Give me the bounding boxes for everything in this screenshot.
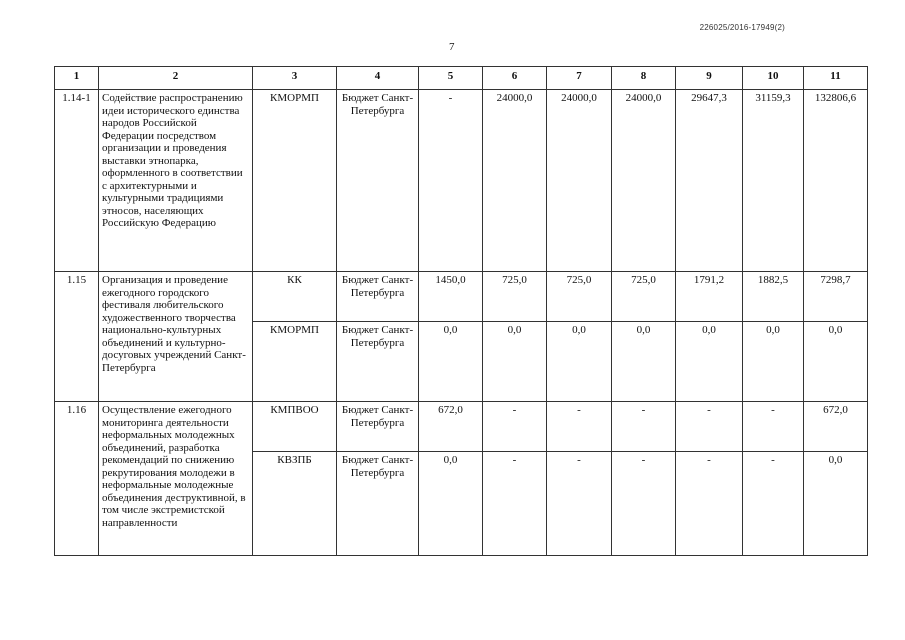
header-row (55, 67, 868, 90)
header-cell: 11 (804, 67, 868, 90)
table-row (55, 402, 868, 452)
value-cell: - (483, 452, 547, 556)
header-cell: 8 (612, 67, 676, 90)
value-cell: 672,0 (419, 402, 483, 452)
value-cell: 1882,5 (743, 272, 804, 322)
value-cell: - (612, 402, 676, 452)
value-cell: - (743, 452, 804, 556)
value-cell: 7298,7 (804, 272, 868, 322)
measure-title: Содействие распространению идеи исторического единства народов Российской Федерации посредством организации и проведения выставки этнопарка, оформленного в соответствии с архитектурными и культурными традициями этносов, населяющих Российскую Федерацию (99, 90, 253, 272)
value-cell: - (483, 402, 547, 452)
value-cell: 0,0 (419, 452, 483, 556)
value-cell: 672,0 (804, 402, 868, 452)
value-cell: 0,0 (743, 322, 804, 402)
header-cell: 2 (99, 67, 253, 90)
value-cell: - (612, 452, 676, 556)
value-cell: - (743, 402, 804, 452)
value-cell: 24000,0 (547, 90, 612, 272)
value-cell: 0,0 (547, 322, 612, 402)
value-cell: - (676, 402, 743, 452)
value-cell: 0,0 (804, 322, 868, 402)
value-cell: - (419, 90, 483, 272)
funding-source: Бюджет Санкт-Петербурга (337, 272, 419, 322)
value-cell: - (676, 452, 743, 556)
value-cell: 31159,3 (743, 90, 804, 272)
value-cell: 29647,3 (676, 90, 743, 272)
table-row (55, 90, 868, 272)
header-cell: 5 (419, 67, 483, 90)
value-cell: 0,0 (612, 322, 676, 402)
header-cell: 10 (743, 67, 804, 90)
row-number: 1.14-1 (55, 90, 99, 272)
value-cell: 132806,6 (804, 90, 868, 272)
executor: КМПВОО (253, 402, 337, 452)
funding-source: Бюджет Санкт-Петербурга (337, 452, 419, 556)
value-cell: 0,0 (676, 322, 743, 402)
value-cell: - (547, 452, 612, 556)
value-cell: 1450,0 (419, 272, 483, 322)
value-cell: 0,0 (419, 322, 483, 402)
header-cell: 7 (547, 67, 612, 90)
program-table (54, 66, 868, 556)
header-cell: 6 (483, 67, 547, 90)
value-cell: 0,0 (483, 322, 547, 402)
value-cell: 725,0 (612, 272, 676, 322)
executor: КМОРМП (253, 90, 337, 272)
page-number: 7 (449, 41, 455, 53)
executor: КК (253, 272, 337, 322)
table-row (55, 272, 868, 322)
row-number: 1.16 (55, 402, 99, 556)
value-cell: 1791,2 (676, 272, 743, 322)
executor: КВЗПБ (253, 452, 337, 556)
document-number: 226025/2016-17949(2) (699, 23, 785, 32)
value-cell: 725,0 (547, 272, 612, 322)
header-cell: 3 (253, 67, 337, 90)
row-number: 1.15 (55, 272, 99, 402)
funding-source: Бюджет Санкт-Петербурга (337, 402, 419, 452)
funding-source: Бюджет Санкт-Петербурга (337, 90, 419, 272)
value-cell: 24000,0 (483, 90, 547, 272)
header-cell: 9 (676, 67, 743, 90)
measure-title: Осуществление ежегодного мониторинга деятельности неформальных молодежных объединений, разработка рекомендаций по снижению рекрутирования молодежи в неформальные молодежные объединения деструктивной, в том числе экстремистской направленности (99, 402, 253, 556)
header-cell: 4 (337, 67, 419, 90)
measure-title: Организация и проведение ежегодного городского фестиваля любительского художественного творчества национально-культурных объединений и культурно-досуговых учреждений Санкт-Петербурга (99, 272, 253, 402)
funding-source: Бюджет Санкт-Петербурга (337, 322, 419, 402)
value-cell: - (547, 402, 612, 452)
executor: КМОРМП (253, 322, 337, 402)
value-cell: 725,0 (483, 272, 547, 322)
value-cell: 0,0 (804, 452, 868, 556)
value-cell: 24000,0 (612, 90, 676, 272)
header-cell: 1 (55, 67, 99, 90)
